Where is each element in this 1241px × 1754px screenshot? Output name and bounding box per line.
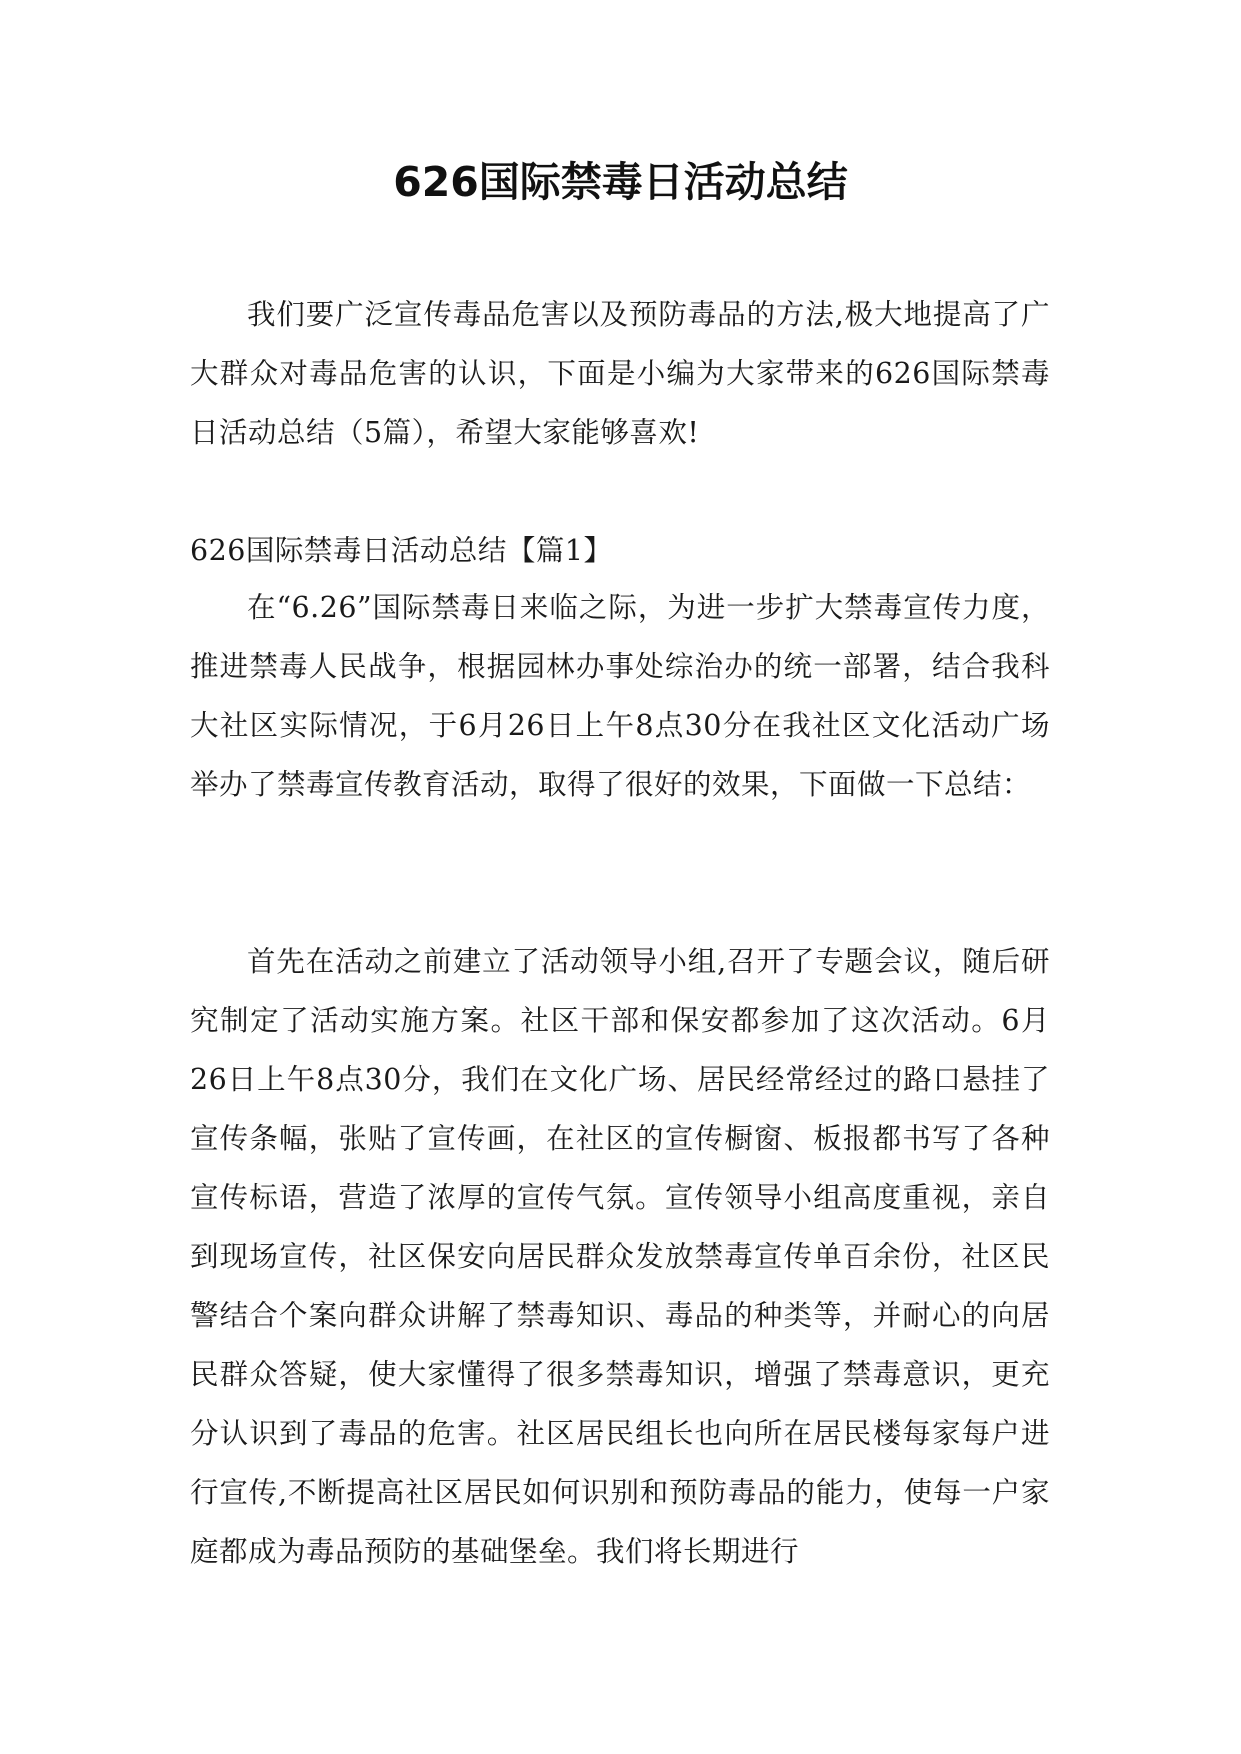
body-paragraph: 首先在活动之前建立了活动领导小组,召开了专题会议，随后研究制定了活动实施方案。社区干部和保安都参加了这次活动。6月26日上午8点30分，我们在文化广场、居民经常经过的路口悬挂了宣传条幅，张贴了宣传画，在社区的宣传橱窗、板报都书写了各种宣传标语，营造了浓厚的宣传气氛。宣传领导小组高度重视，亲自到现场宣传，社区保安向居民群众发放禁毒宣传单百余份，社区民警结合个案向群众讲解了禁毒知识、毒品的种类等，并耐心的向居民群众答疑，使大家懂得了很多禁毒知识，增强了禁毒意识，更充分认识到了毒品的危害。社区居民组长也向所在居民楼每家每户进行宣传,不断提高社区居民如何识别和预防毒品的能力，使每一户家庭都成为毒品预防的基础堡垒。我们将长期进行 <box>190 945 1050 1568</box>
intro-paragraph: 我们要广泛宣传毒品危害以及预防毒品的方法,极大地提高了广大群众对毒品危害的认识，下面是小编为大家带来的626国际禁毒日活动总结（5篇），希望大家能够喜欢! <box>190 298 1050 449</box>
document-title: 626国际禁毒日活动总结 <box>393 158 848 206</box>
body-paragraph: 在“6.26”国际禁毒日来临之际，为进一步扩大禁毒宣传力度，推进禁毒人民战争，根据园林办事处综治办的统一部署，结合我科大社区实际情况，于6月26日上午8点30分在我社区文化活动广场举办了禁毒宣传教育活动，取得了很好的效果，下面做一下总结： <box>190 591 1050 801</box>
section-heading: 626国际禁毒日活动总结【篇1】 <box>190 534 613 567</box>
